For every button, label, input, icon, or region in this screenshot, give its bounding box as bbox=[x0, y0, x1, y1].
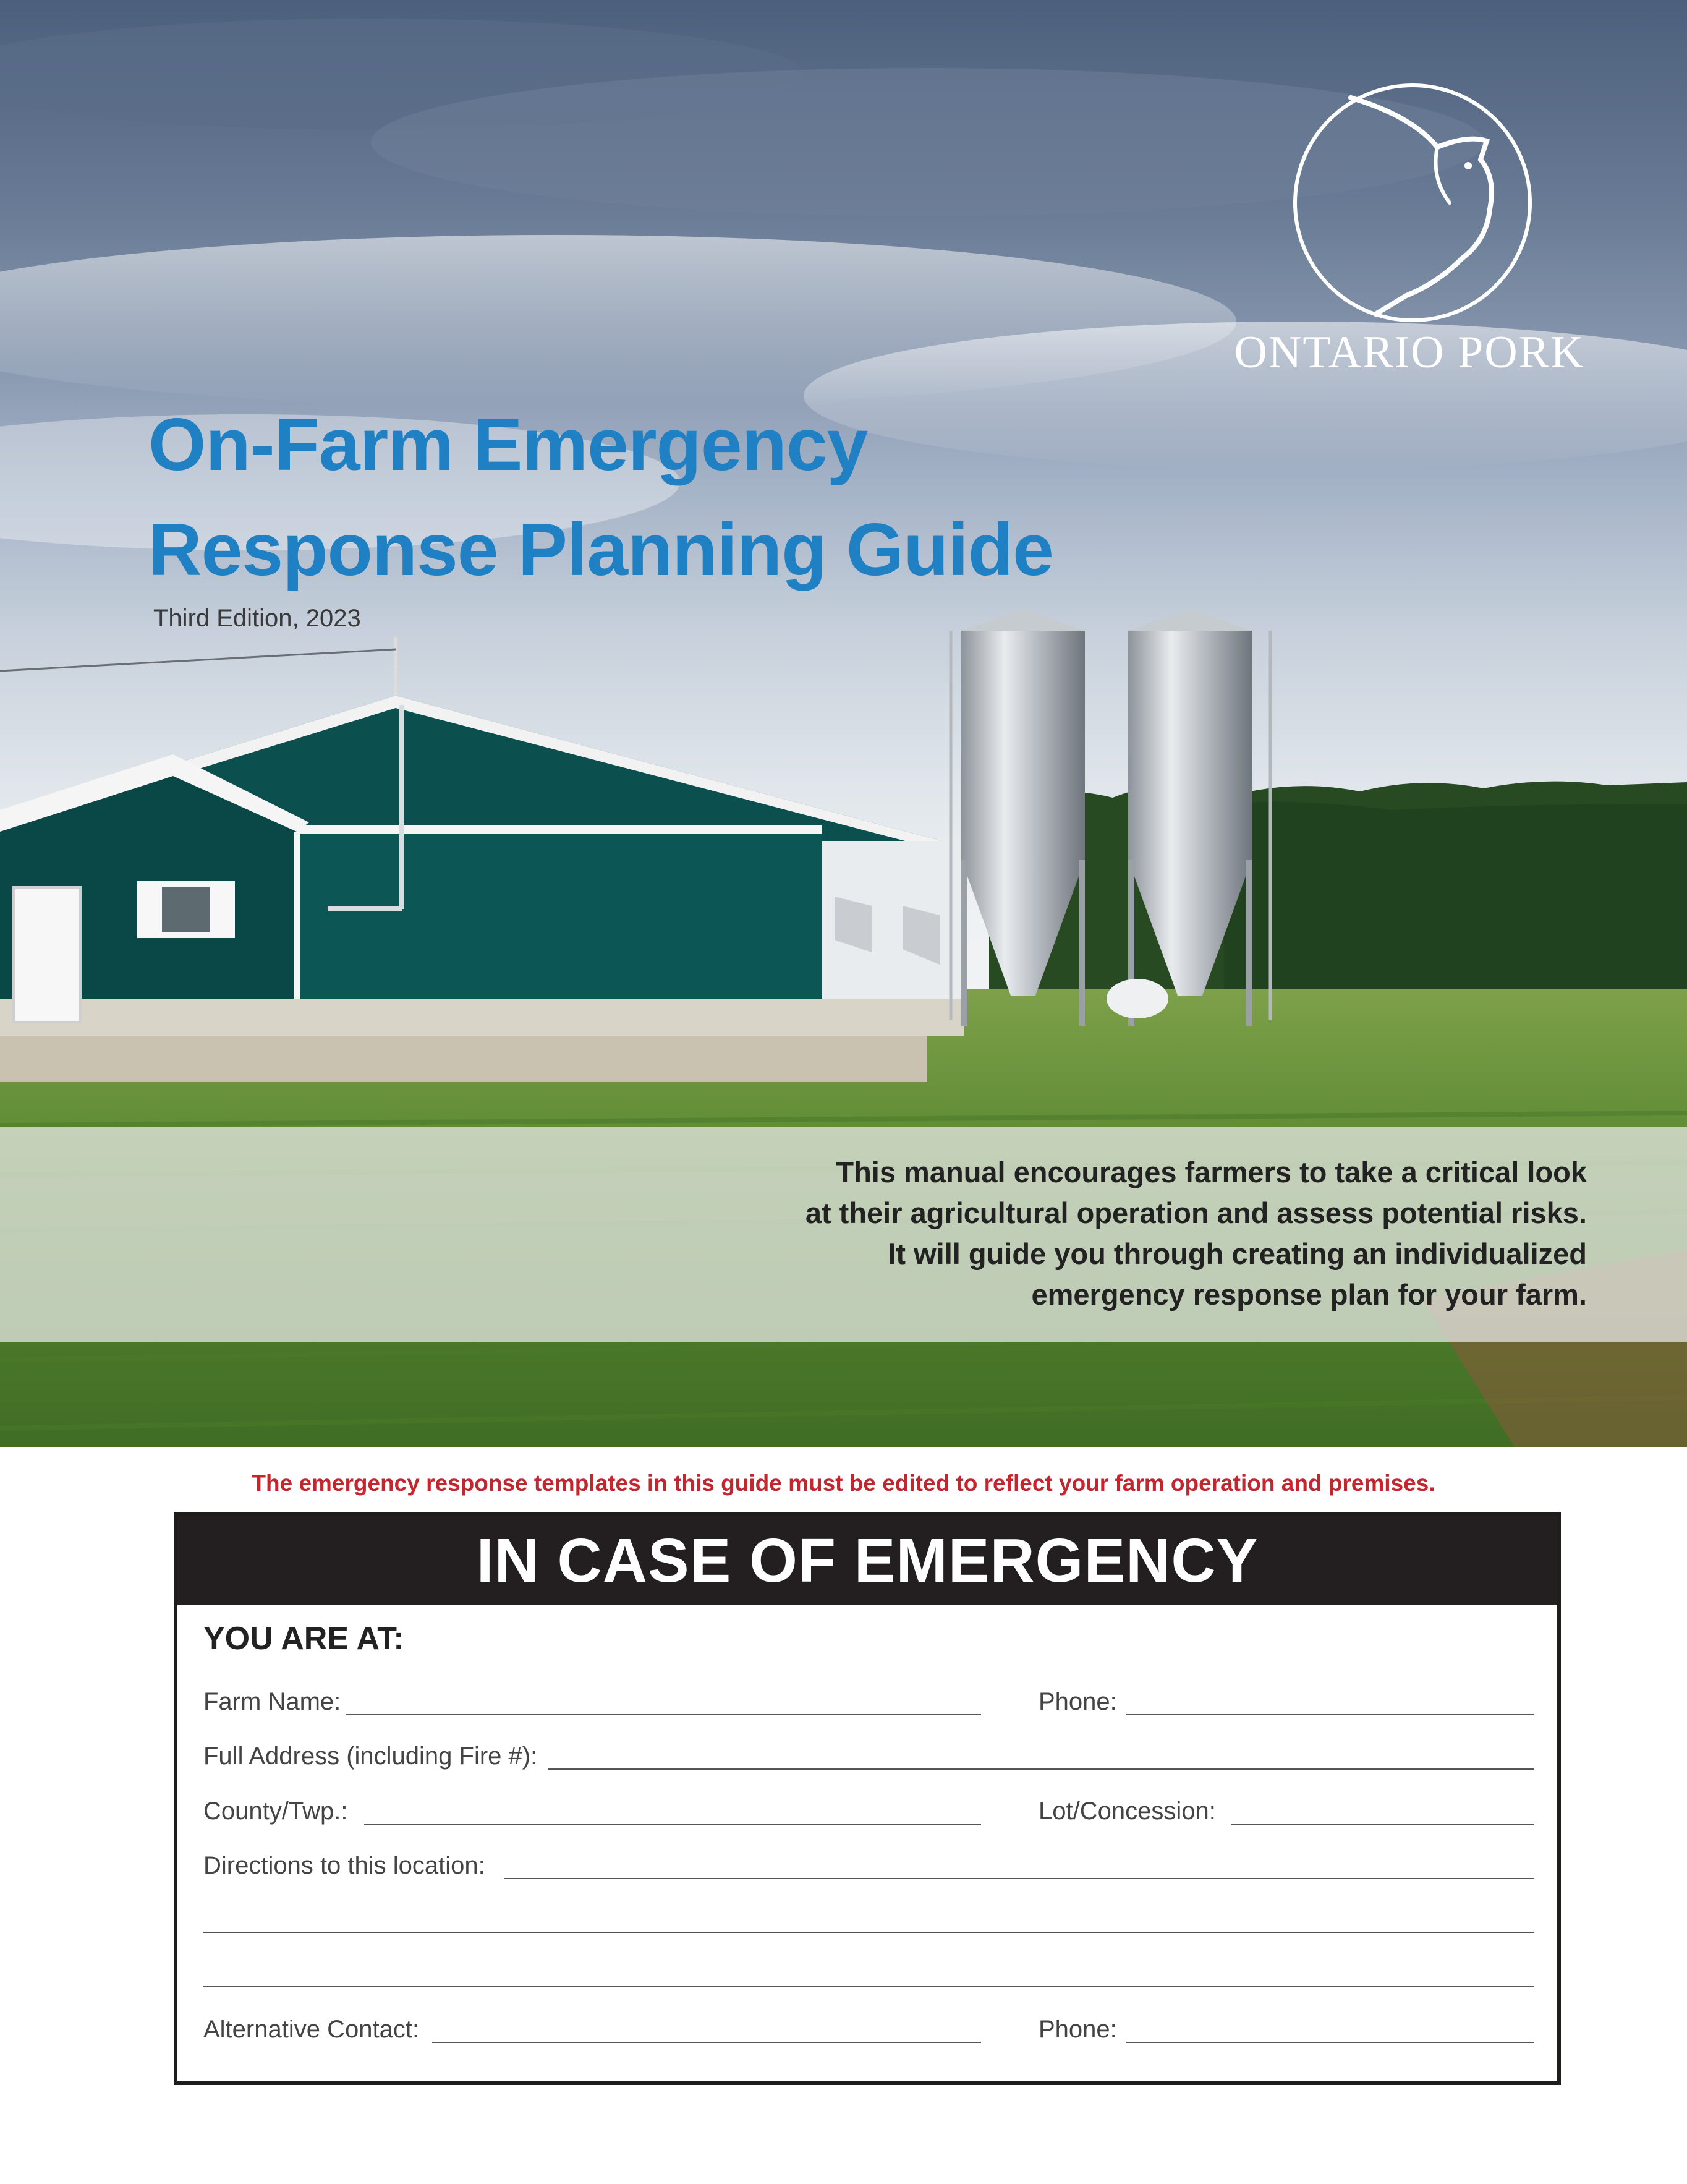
intro-text-line: emergency response plan for your farm. bbox=[1031, 1278, 1587, 1311]
farm-name-field[interactable] bbox=[346, 1714, 981, 1715]
full-address-label: Full Address (including Fire #): bbox=[203, 1743, 538, 1770]
intro-text-line: This manual encourages farmers to take a critical look bbox=[836, 1156, 1587, 1188]
county-label: County/Twp.: bbox=[203, 1798, 348, 1825]
intro-text-line: at their agricultural operation and assess potential risks. bbox=[805, 1197, 1587, 1229]
emergency-form bbox=[174, 1512, 1561, 2085]
guide-title-line-2: Response Planning Guide bbox=[148, 508, 1053, 591]
barn bbox=[0, 637, 964, 1036]
directions-label: Directions to this location: bbox=[203, 1852, 485, 1879]
template-disclaimer: The emergency response templates in this guide must be edited to reflect your farm operation and premises. bbox=[252, 1470, 1435, 1496]
edition-label: Third Edition, 2023 bbox=[153, 605, 361, 632]
intro-text-line: It will guide you through creating an individualized bbox=[888, 1237, 1587, 1270]
alternative-contact-label: Alternative Contact: bbox=[203, 2016, 420, 2043]
ontario-pork-pig-logo-icon bbox=[1283, 73, 1542, 333]
guide-title-line-1: On-Farm Emergency bbox=[148, 403, 868, 486]
barn-door bbox=[14, 887, 80, 1022]
full-address-field[interactable] bbox=[548, 1768, 1534, 1770]
alternative-phone-field[interactable] bbox=[1126, 2042, 1534, 2043]
directions-field-line-3[interactable] bbox=[203, 1986, 1534, 1987]
county-field[interactable] bbox=[364, 1824, 981, 1825]
farm-name-label: Farm Name: bbox=[203, 1688, 341, 1715]
alternative-phone-label: Phone: bbox=[1039, 2016, 1117, 2043]
lot-concession-label: Lot/Concession: bbox=[1039, 1798, 1216, 1825]
you-are-at-label: YOU ARE AT: bbox=[203, 1621, 404, 1657]
emergency-heading: IN CASE OF EMERGENCY bbox=[177, 1516, 1557, 1605]
alternative-contact-field[interactable] bbox=[432, 2042, 981, 2043]
brand-name: ONTARIO PORK bbox=[1234, 327, 1585, 378]
directions-field-line-2[interactable] bbox=[203, 1932, 1534, 1933]
lot-concession-field[interactable] bbox=[1231, 1824, 1534, 1825]
phone-label: Phone: bbox=[1039, 1688, 1117, 1715]
phone-field[interactable] bbox=[1126, 1714, 1534, 1715]
directions-field[interactable] bbox=[504, 1878, 1534, 1879]
